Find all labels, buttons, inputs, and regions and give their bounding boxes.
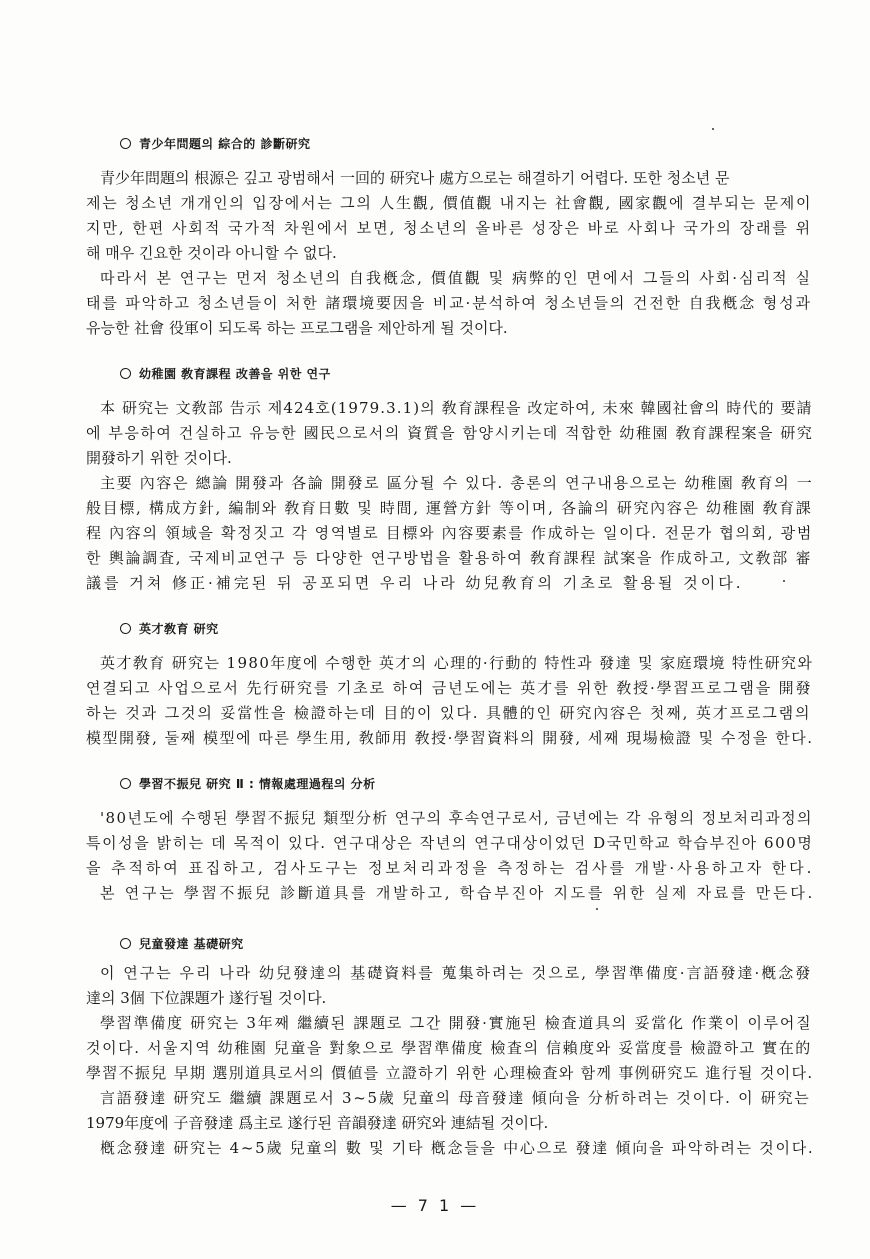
- circle-bullet-icon: [120, 938, 131, 949]
- section-title: [120, 620, 219, 637]
- paragraph-line: 議를 거쳐 修正·補完된 뒤 공포되면 우리 나라 幼兒敎育의 기초로 활용될 것이다.: [86, 574, 744, 592]
- paragraph-line: 특이성을 밝히는 데 목적이 있다. 연구대상은 작년의 연구대상이었던 D국민학교 학습부진아 600명: [86, 834, 814, 852]
- section-title-text: 幼稚園 敎育課程 改善을 위한 연구: [139, 367, 331, 381]
- paragraph-line: 學習準備度 研究는 3年째 繼續된 課題로 그간 開發·實施된 檢査道具의 妥當化 作業이 이루어질: [100, 1014, 813, 1032]
- section-title-text: 兒童發達 基礎研究: [139, 937, 244, 951]
- paragraph-line: 學習不振兒 早期 選別道具로서의 價値를 立證하기 위한 心理檢査와 함께 事例研究도 進行될 것이다.: [86, 1064, 814, 1082]
- paragraph-line: 을 추적하여 표집하고, 검사도구는 정보처리과정을 측정하는 검사를 개발·사용하고자 한다.: [86, 859, 815, 877]
- scan-speck: [783, 580, 785, 582]
- section-title: [120, 365, 331, 382]
- paragraph-line: '80년도에 수행된 學習不振兒 類型分析 연구의 후속연구로서, 금년에는 각 유형의 정보처리과정의: [100, 809, 813, 827]
- scan-speck: [712, 128, 714, 130]
- circle-bullet-icon: [120, 368, 131, 379]
- section-title: [120, 135, 310, 152]
- paragraph-line: 槪念發達 研究는 4~5歲 兒童의 數 및 기타 槪念들을 中心으로 發達 傾向을 파악하려는 것이다.: [100, 1139, 815, 1157]
- paragraph-line: 연결되고 사업으로서 先行研究를 기초로 하여 금년도에는 英才를 위한 敎授·學習프로그램을 開發: [86, 679, 813, 697]
- section-title-text: 青少年問題의 綜合的 診斷研究: [139, 137, 311, 151]
- paragraph-line: 것이다. 서울지역 幼稚園 兒童을 對象으로 學習準備度 檢査의 信賴度와 妥當度를 檢證하고 實在的: [86, 1039, 812, 1057]
- paragraph-line: 英才敎育 研究는 1980年度에 수행한 英才의 心理的·行動的 特性과 發達 및 家庭環境 特性研究와: [100, 654, 814, 672]
- section-title-text: 英才敎育 研究: [139, 622, 219, 636]
- section-title: [120, 775, 376, 792]
- paragraph-line: 에 부응하여 건실하고 유능한 國民으로서의 資質을 함양시키는데 적합한 幼稚園 敎育課程案을 研究: [86, 424, 814, 442]
- section-title-text: 學習不振兒 研究 Ⅱ : 情報處理過程의 分析: [139, 777, 376, 791]
- paragraph-line: 해 매우 긴요한 것이라 아니할 수 없다.: [86, 244, 337, 262]
- paragraph-line: 本 研究는 文敎部 告示 제424호(1979.3.1)의 敎育課程을 改定하여, 未來 韓國社會의 時代的 要請: [100, 399, 813, 417]
- paragraph-line: 言語發達 研究도 繼續 課題로서 3~5歲 兒童의 母音發達 傾向을 分析하려는 것이다. 이 研究는: [100, 1089, 811, 1107]
- paragraph-line: 模型開發, 둘째 模型에 따른 學生用, 敎師用 敎授·學習資料의 開發, 세째 現場檢證 및 수정을 한다.: [86, 729, 814, 747]
- paragraph-line: 達의 3個 下位課題가 遂行될 것이다.: [86, 989, 327, 1007]
- paragraph-line: 한 輿論調査, 국제비교연구 등 다양한 연구방법을 활용하여 敎育課程 試案을 作成하고, 文敎部 審: [86, 549, 813, 567]
- circle-bullet-icon: [120, 138, 131, 149]
- paragraph-line: 1979年度에 子音發達 爲主로 遂行된 音韻發達 研究와 連結될 것이다.: [86, 1114, 549, 1132]
- paragraph-line: 지만, 한편 사회적 국가적 차원에서 보면, 청소년의 올바른 성장은 바로 사회나 국가의 장래를 위: [86, 219, 813, 237]
- circle-bullet-icon: [120, 623, 131, 634]
- paragraph-line: 태를 파악하고 청소년들이 처한 諸環境要因을 비교·분석하여 청소년들의 건전한 自我槪念 형성과: [86, 294, 812, 312]
- paragraph-line: 開發하기 위한 것이다.: [86, 449, 232, 467]
- paragraph-line: 般目標, 構成方針, 編制와 敎育日數 및 時間, 運營方針 等이며, 各論의 研究內容은 幼稚園 敎育課: [86, 499, 813, 517]
- circle-bullet-icon: [120, 778, 131, 789]
- paragraph-line: 主要 內容은 總論 開發과 各論 開發로 區分될 수 있다. 총론의 연구내용으로는 幼稚園 敎育의 一: [100, 474, 814, 492]
- scan-speck: [596, 908, 598, 910]
- paragraph-line: 본 연구는 學習不振兒 診斷道具를 개발하고, 학습부진아 지도를 위한 실제 자료를 만든다.: [100, 884, 815, 902]
- paragraph-line: 따라서 본 연구는 먼저 청소년의 自我槪念, 價值觀 및 病弊的인 면에서 그들의 사회·심리적 실: [100, 269, 813, 287]
- page-number: — 7 1 —: [390, 1196, 480, 1215]
- paragraph-line: 이 연구는 우리 나라 幼兒發達의 基礎資料를 蒐集하려는 것으로, 學習準備度·言語發達·槪念發: [100, 964, 813, 982]
- paragraph-line: 유능한 社會 役軍이 되도록 하는 프로그램을 제안하게 될 것이다.: [86, 319, 508, 337]
- section-title: [120, 935, 244, 952]
- paragraph-line: 青少年問題의 根源은 깊고 광범해서 一回的 研究나 處方으로는 해결하기 어렵다. 또한 청소년 문: [100, 169, 730, 187]
- paragraph-line: 제는 청소년 개개인의 입장에서는 그의 人生觀, 價值觀 내지는 社會觀, 國家觀에 결부되는 문제이: [86, 194, 813, 212]
- paragraph-line: 하는 것과 그것의 妥當性을 檢證하는데 目的이 있다. 具體的인 研究內容은 첫째, 英才프로그램의: [86, 704, 812, 722]
- paragraph-line: 程 內容의 領域을 확정짓고 각 영역별로 目標와 內容要素를 作成하는 일이다. 전문가 협의회, 광범: [86, 524, 814, 542]
